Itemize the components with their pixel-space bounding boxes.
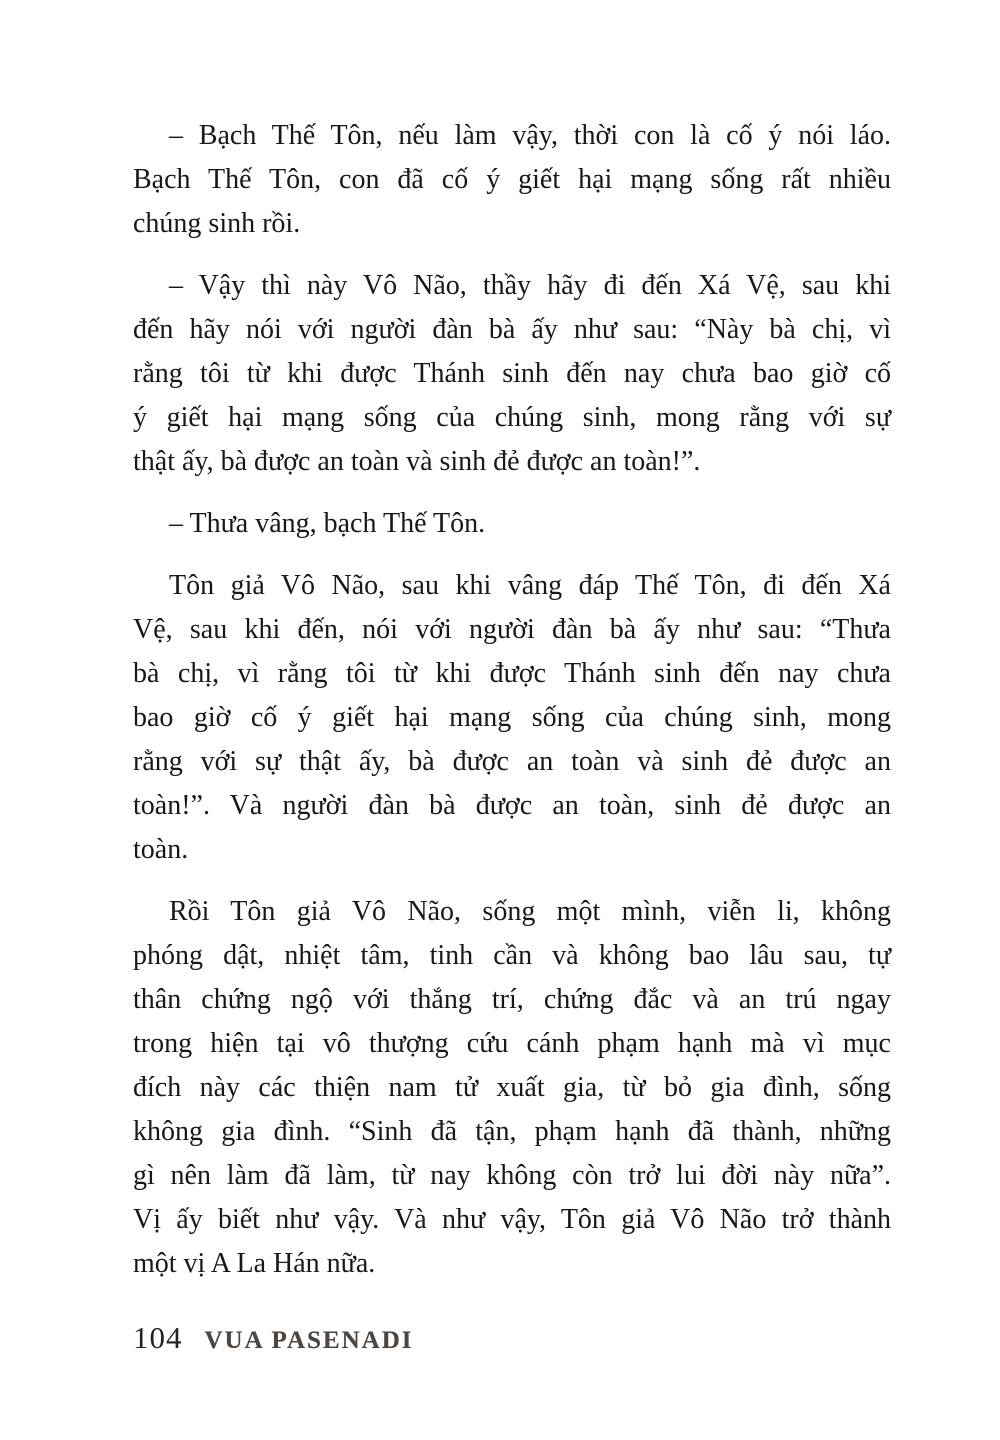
paragraph [133, 890, 891, 1286]
paragraph [133, 502, 891, 546]
text-line: bà chị, vì rằng tôi từ khi được Thánh sinh đến nay chưa [133, 658, 891, 689]
text-line: ý giết hại mạng sống của chúng sinh, mong rằng với sự [133, 402, 891, 433]
text-line: toàn!”. Và người đàn bà được an toàn, sinh đẻ được an [133, 790, 891, 821]
text-line: Bạch Thế Tôn, con đã cố ý giết hại mạng sống rất nhiều [133, 164, 891, 195]
text-line: rằng tôi từ khi được Thánh sinh đến nay chưa bao giờ cố [133, 358, 891, 389]
page-number: 104 [133, 1320, 183, 1355]
paragraph [133, 264, 891, 484]
text-line: rằng với sự thật ấy, bà được an toàn và sinh đẻ được an [133, 746, 891, 777]
text-line: Vệ, sau khi đến, nói với người đàn bà ấy như sau: “Thưa [133, 614, 891, 645]
text-line: gì nên làm đã làm, từ nay không còn trở lui đời này nữa”. [133, 1160, 891, 1191]
text-line: chúng sinh rồi. [133, 208, 301, 239]
text-line: Vị ấy biết như vậy. Và như vậy, Tôn giả Vô Não trở thành [133, 1204, 891, 1235]
text-line: – Thưa vâng, bạch Thế Tôn. [169, 508, 486, 539]
text-line: – Vậy thì này Vô Não, thầy hãy đi đến Xá Vệ, sau khi [169, 270, 891, 301]
paragraph [133, 114, 891, 246]
text-line: toàn. [133, 834, 189, 865]
text-line: Rồi Tôn giả Vô Não, sống một mình, viễn li, không [169, 896, 891, 927]
text-line: đến hãy nói với người đàn bà ấy như sau: “Này bà chị, vì [133, 314, 891, 345]
running-title: VUA PASENADI [204, 1327, 414, 1354]
text-line: thân chứng ngộ với thắng trí, chứng đắc và an trú ngay [133, 984, 891, 1015]
page-footer [133, 1320, 413, 1356]
text-line: đích này các thiện nam tử xuất gia, từ bỏ gia đình, sống [133, 1072, 891, 1103]
text-line: bao giờ cố ý giết hại mạng sống của chúng sinh, mong [133, 702, 891, 733]
text-line: Tôn giả Vô Não, sau khi vâng đáp Thế Tôn, đi đến Xá [169, 570, 891, 601]
text-line: một vị A La Hán nữa. [133, 1248, 376, 1279]
text-line: phóng dật, nhiệt tâm, tinh cần và không bao lâu sau, tự [133, 940, 891, 971]
text-line: không gia đình. “Sinh đã tận, phạm hạnh đã thành, những [133, 1116, 891, 1147]
paragraph [133, 564, 891, 872]
text-line: trong hiện tại vô thượng cứu cánh phạm hạnh mà vì mục [133, 1028, 891, 1059]
text-line: – Bạch Thế Tôn, nếu làm vậy, thời con là cố ý nói láo. [169, 120, 891, 151]
text-line: thật ấy, bà được an toàn và sinh đẻ được an toàn!”. [133, 446, 701, 477]
text-block [133, 114, 891, 1286]
